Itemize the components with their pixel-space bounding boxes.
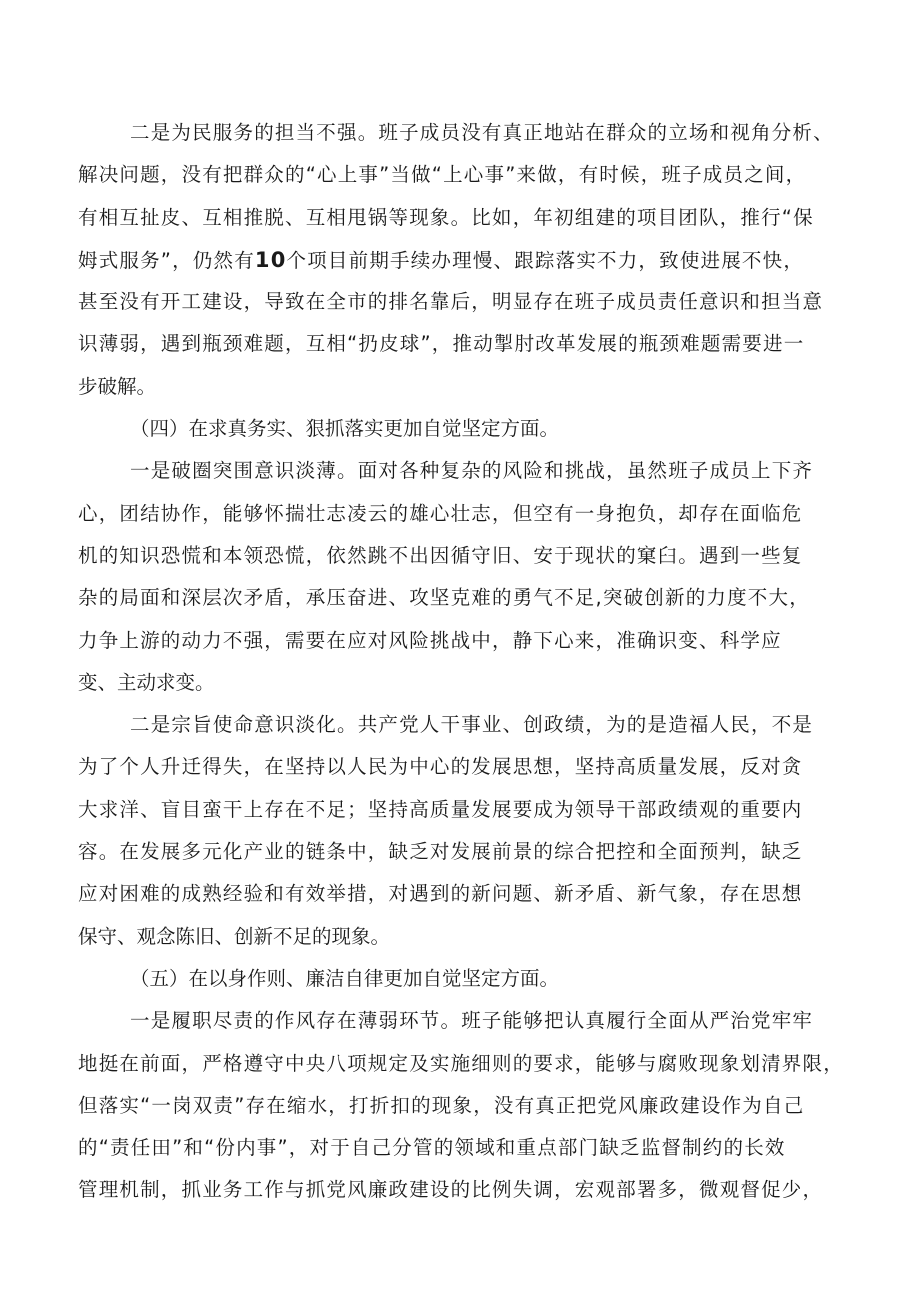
line-text: 保守、观念陈旧、创新不足的现象。 <box>78 924 391 948</box>
text-line <box>78 1043 878 1085</box>
line-text: 杂的局面和深层次矛盾，承压奋进、攻坚克难的勇气不足,突破创新的力度不大， <box>78 586 810 610</box>
line-text: 为了个人升迁得失，在坚持以人民为中心的发展思想，坚持高质量发展，反对贪 <box>78 755 803 779</box>
text-line <box>78 577 878 619</box>
line-text: 机的知识恐慌和本领恐慌，依然跳不出因循守旧、安于现状的窠臼。遇到一些复 <box>78 543 803 567</box>
text-line <box>78 704 878 746</box>
line-text: （五）在以身作则、廉洁自律更加自觉坚定方面。 <box>130 966 560 990</box>
text-line <box>78 1085 878 1127</box>
text-line <box>78 281 878 323</box>
line-text: 大求洋、盲目蛮干上存在不足；坚持高质量发展要成为领导干部政绩观的重要内 <box>78 797 803 821</box>
line-text: 二是宗旨使命意识淡化。共产党人干事业、创政绩，为的是造福人民，不是 <box>130 713 814 737</box>
line-text: 心，团结协作，能够怀揣壮志凌云的雄心壮志，但空有一身抱负，却存在面临危 <box>78 501 803 525</box>
text-line <box>78 197 878 239</box>
line-text: 但落实“一岗双责”存在缩水，打折扣的现象，没有真正把党风廉政建设作为自己 <box>78 1093 805 1117</box>
line-text: 应对困难的成熟经验和有效举措，对遇到的新问题、新矛盾、新气象，存在思想 <box>78 882 803 906</box>
line-text: 地挺在前面，严格遵守中央八项规定及实施细则的要求，能够与腐败现象划清界限， <box>78 1051 844 1075</box>
text-line <box>78 789 878 831</box>
line-text: 变、主动求变。 <box>78 670 215 694</box>
line-text: 有相互扯皮、互相推脱、互相甩锅等现象。比如，年初组建的项目团队，推行“保 <box>78 205 814 229</box>
line-text: 的“责任田”和“份内事”，对于自己分管的领域和重点部门缺乏监督制约的长效 <box>78 1136 786 1160</box>
line-text-continued: 个项目前期手续办理慢、跟踪落实不力，致使进展不快， <box>286 248 805 272</box>
text-line <box>78 1169 878 1211</box>
line-bold-number: 10 <box>254 247 287 272</box>
text-line <box>78 873 878 915</box>
line-text: 姆式服务”，仍然有 <box>78 248 255 272</box>
line-text: （四）在求真务实、狠抓落实更加自觉坚定方面。 <box>130 417 560 441</box>
text-line <box>78 154 878 196</box>
text-line <box>78 1127 878 1169</box>
text-line <box>78 366 878 408</box>
line-text: 步破解。 <box>78 374 157 398</box>
line-text: 容。在发展多元化产业的链条中，缺乏对发展前景的综合把控和全面预判，缺乏 <box>78 840 803 864</box>
text-line <box>78 493 878 535</box>
text-line <box>78 958 878 1000</box>
text-line <box>78 535 878 577</box>
text-line <box>78 831 878 873</box>
line-text: 一是破圈突围意识淡薄。面对各种复杂的风险和挑战，虽然班子成员上下齐 <box>130 459 814 483</box>
line-text: 管理机制，抓业务工作与抓党风廉政建设的比例失调，宏观部署多，微观督促少， <box>78 1178 824 1202</box>
line-text: 二是为民服务的担当不强。班子成员没有真正地站在群众的立场和视角分析、 <box>130 121 834 144</box>
line-text: 一是履职尽责的作风存在薄弱环节。班子能够把认真履行全面从严治党牢牢 <box>130 1009 814 1033</box>
text-line <box>78 450 878 492</box>
text-line <box>78 620 878 662</box>
text-line <box>78 662 878 704</box>
text-line <box>78 916 878 958</box>
line-text: 力争上游的动力不强，需要在应对风险挑战中，静下心来，准确识变、科学应 <box>78 628 782 652</box>
text-line <box>78 112 878 154</box>
text-line <box>78 1000 878 1042</box>
text-line <box>78 746 878 788</box>
text-line <box>78 239 878 281</box>
line-text: 甚至没有开工建设，导致在全市的排名靠后，明显存在班子成员责任意识和担当意 <box>78 290 824 314</box>
text-line <box>78 323 878 365</box>
text-line <box>78 408 878 450</box>
document-body <box>78 112 878 1212</box>
line-text: 识薄弱，遇到瓶颈难题，互相“扔皮球”，推动掣肘改革发展的瓶颈难题需要进一 <box>78 332 805 356</box>
line-text: 解决问题，没有把群众的“心上事”当做“上心事”来做，有时候，班子成员之间， <box>78 163 807 187</box>
